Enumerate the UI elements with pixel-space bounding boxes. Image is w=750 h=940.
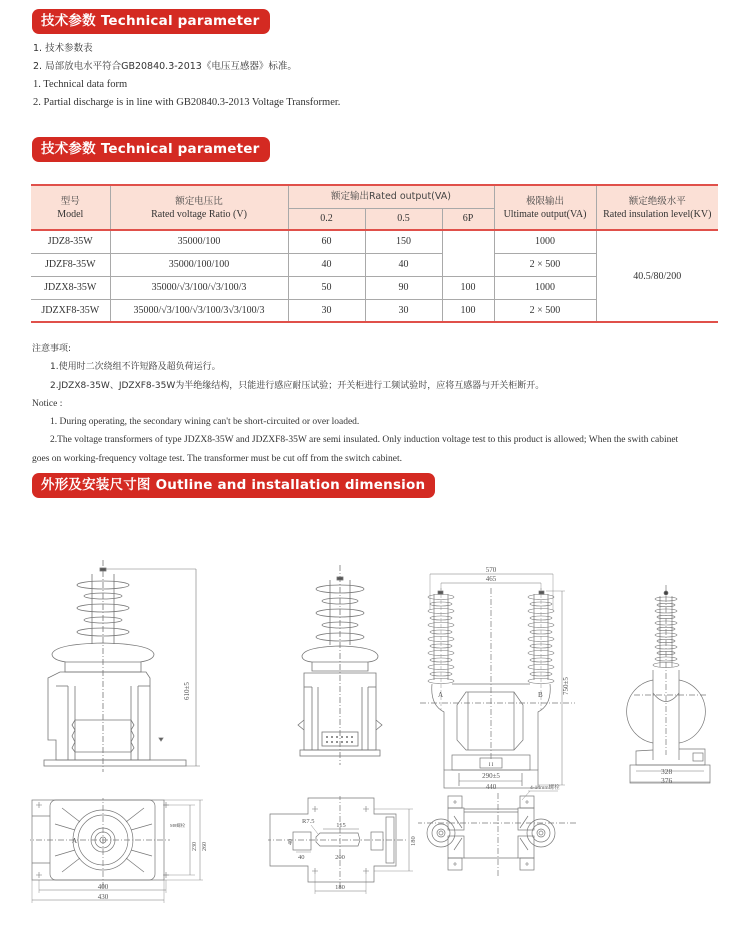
cell-ultimate: 1000 bbox=[494, 230, 596, 253]
cell-ratio: 35000/100 bbox=[110, 230, 288, 253]
notes-item-cn: 1.使用时二次绕组不许短路及超负荷运行。 bbox=[50, 362, 221, 373]
dim-width-outer: 430 bbox=[97, 893, 109, 901]
header-output-0-2: 0.2 bbox=[288, 208, 365, 230]
label-a: A bbox=[438, 691, 444, 699]
header-model-en: Model bbox=[57, 208, 84, 220]
header-output-group: 额定输出Rated output(VA) bbox=[331, 191, 451, 203]
intro-line: 2. 局部放电水平符合GB20840.3-2013《电压互感器》标准。 bbox=[33, 61, 297, 72]
header-insulation-en: Rated insulation level(KV) bbox=[603, 208, 712, 220]
dim-width: 180 bbox=[335, 884, 345, 891]
dim-radius: R7.5 bbox=[302, 818, 315, 825]
dim-width-inner: 400 bbox=[97, 883, 109, 891]
dim-slot: 115 bbox=[336, 822, 346, 829]
drawing-plan-view-1 bbox=[30, 798, 230, 908]
drawing-plan-view-2 bbox=[268, 796, 428, 901]
table-row bbox=[31, 230, 718, 253]
cell-output-0-2: 50 bbox=[288, 276, 365, 299]
banner-title-cn: 技术参数 bbox=[41, 141, 96, 157]
banner-title-en: Technical parameter bbox=[100, 141, 260, 157]
notes-item-en: 2.The voltage transformers of type JDZX8-35W and JDZXF8-35W are semi insulated. Only induction voltage test to this product is allowed; When the swith cabinet bbox=[50, 435, 679, 446]
dim-base-inner: 328 bbox=[661, 767, 673, 776]
intro-line: 2. Partial discharge is in line with GB20840.3-2013 Voltage Transformer. bbox=[33, 97, 341, 108]
banner-title-en: Technical parameter bbox=[100, 13, 260, 29]
cell-output-6p bbox=[442, 230, 494, 276]
dim-base-outer: 440 bbox=[485, 783, 497, 790]
dim-small-width: 40 bbox=[298, 854, 305, 861]
cell-output-0-5: 90 bbox=[365, 276, 442, 299]
cell-ultimate: 2 × 500 bbox=[494, 299, 596, 322]
technical-parameter-table bbox=[31, 184, 718, 323]
header-ratio-cn: 额定电压比 bbox=[175, 195, 223, 207]
section-banner-outline bbox=[32, 473, 435, 498]
header-insulation bbox=[596, 185, 718, 230]
banner-title-cn: 技术参数 bbox=[41, 13, 96, 29]
notes-item-en: goes on working-frequency voltage test. The transformer must be cut off from the switch cabinet. bbox=[32, 453, 403, 464]
cell-output-6p: 100 bbox=[442, 276, 494, 299]
header-ultimate-cn: 极限输出 bbox=[525, 195, 564, 207]
cell-ratio: 35000/100/100 bbox=[110, 253, 288, 276]
drawing-front-view-1 bbox=[20, 560, 220, 772]
cell-output-0-2: 60 bbox=[288, 230, 365, 253]
bolt-label: M8螺栓 bbox=[170, 823, 186, 828]
cell-ratio: 35000/√3/100/√3/100/3√3/100/3 bbox=[110, 299, 288, 322]
svg-text:I I: I I bbox=[488, 763, 494, 768]
header-output-0-5: 0.5 bbox=[365, 208, 442, 230]
cell-model: JDZXF8-35W bbox=[31, 299, 110, 322]
section-banner-technical-1 bbox=[32, 9, 270, 34]
cell-insulation: 40.5/80/200 bbox=[596, 230, 718, 322]
drawing-front-view-3 bbox=[400, 560, 600, 790]
cell-ultimate: 2 × 500 bbox=[494, 253, 596, 276]
header-ultimate-en: Ultimate output(VA) bbox=[503, 208, 587, 220]
dim-height-label: 610±5 bbox=[183, 682, 191, 700]
cell-output-0-5: 150 bbox=[365, 230, 442, 253]
header-model-cn: 型号 bbox=[60, 195, 80, 207]
cell-output-0-2: 30 bbox=[288, 299, 365, 322]
dim-height-inner: 230 bbox=[192, 842, 198, 851]
notes-section bbox=[32, 340, 732, 468]
header-model bbox=[31, 185, 110, 230]
cell-output-0-2: 40 bbox=[288, 253, 365, 276]
dim-width-outer: 570 bbox=[485, 566, 497, 574]
drawing-plan-view-3 bbox=[418, 778, 578, 878]
header-ultimate bbox=[494, 185, 596, 230]
notes-title-en: Notice : bbox=[32, 398, 63, 409]
cell-ratio: 35000/√3/100/√3/100/3 bbox=[110, 276, 288, 299]
cell-model: JDZ8-35W bbox=[31, 230, 110, 253]
section-banner-technical-2 bbox=[32, 137, 270, 162]
dim-small-height: 40 bbox=[288, 839, 294, 845]
dim-height: 180 bbox=[410, 836, 417, 846]
header-ratio bbox=[110, 185, 288, 230]
cell-output-0-5: 40 bbox=[365, 253, 442, 276]
notes-title-cn: 注意事项: bbox=[32, 344, 72, 354]
cell-output-0-5: 30 bbox=[365, 299, 442, 322]
banner-title-cn: 外形及安装尺寸图 bbox=[41, 477, 151, 493]
cell-output-6p: 100 bbox=[442, 299, 494, 322]
cell-model: JDZX8-35W bbox=[31, 276, 110, 299]
header-ratio-en: Rated voltage Ratio (V) bbox=[151, 208, 247, 220]
drawing-front-view-2 bbox=[290, 565, 390, 765]
cell-model: JDZF8-35W bbox=[31, 253, 110, 276]
header-rated-output bbox=[288, 185, 494, 208]
header-insulation-cn: 额定绝级水平 bbox=[628, 195, 686, 207]
dim-slot-total: 200 bbox=[335, 854, 345, 861]
dim-width-inner: 465 bbox=[485, 575, 497, 583]
dim-base-outer: 376 bbox=[661, 776, 673, 785]
header-output-6p: 6P bbox=[442, 208, 494, 230]
intro-list bbox=[33, 40, 340, 112]
bolt-label: 4-14mm螺栓 bbox=[530, 785, 560, 791]
label-b: B bbox=[538, 691, 543, 699]
intro-line: 1. Technical data form bbox=[33, 79, 128, 90]
dim-height-outer: 260 bbox=[202, 842, 208, 851]
dim-height-label: 750±5 bbox=[562, 677, 570, 695]
cell-ultimate: 1000 bbox=[494, 276, 596, 299]
dim-base-inner: 290±5 bbox=[482, 772, 500, 780]
drawing-side-view bbox=[620, 585, 730, 785]
svg-text:A: A bbox=[72, 837, 78, 845]
banner-title-en: Outline and installation dimension bbox=[155, 477, 426, 493]
intro-line: 1. 技术参数表 bbox=[33, 43, 93, 54]
notes-item-cn: 2.JDZX8-35W、JDZXF8-35W为半绝缘结构，只能进行感应耐压试验；开关柜进行工频试验时，应将互感器与开关柜断开。 bbox=[50, 380, 545, 391]
notes-item-en: 1. During operating, the secondary wining can't be short-circuited or over loaded. bbox=[50, 417, 360, 428]
